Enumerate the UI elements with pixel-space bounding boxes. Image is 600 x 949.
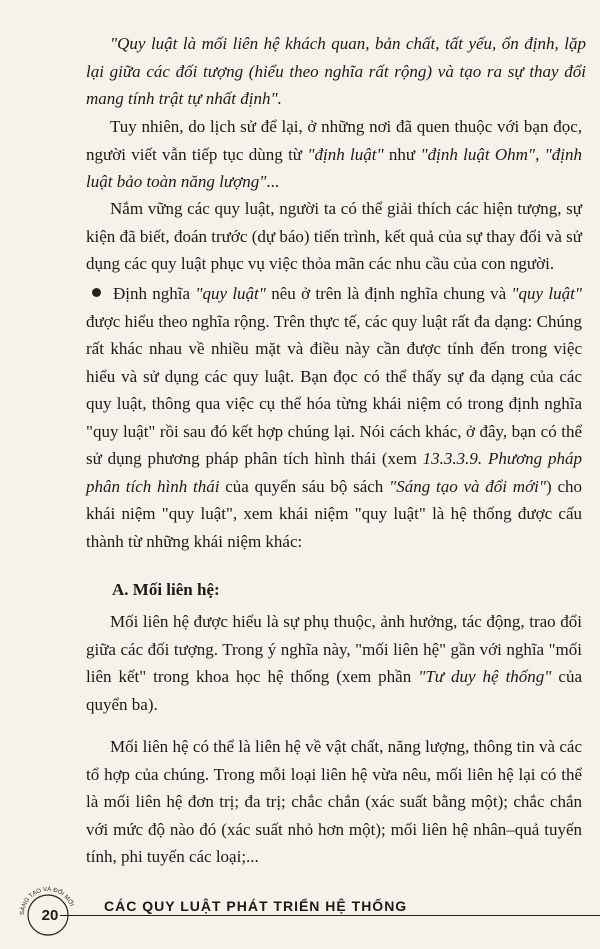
running-title: CÁC QUY LUẬT PHÁT TRIỂN HỆ THỐNG [104,898,408,914]
svg-text:SÁNG TẠO VÀ ĐỔI MỚI: SÁNG TẠO VÀ ĐỔI MỚI [19,886,75,916]
bullet-icon [92,288,101,297]
page-number: 20 [41,907,59,924]
paragraph-relation-types: Mối liên hệ có thể là liên hệ về vật chất, năng lượng, thông tin và các tổ hợp của chúng. Trong mỗi loại liên hệ vừa nêu, mối liên hệ lại có thể là mối liên hệ đơn trị; đa trị; chắc chắn (xác suất bằng một); chắc chắn với mức độ nào đó (xác suất nhỏ hơn một); mối liên hệ nhân–quả tuyến tính, phi tuyến các loại;... [86,737,582,866]
paragraph-definition-quote: "Quy luật là mối liên hệ khách quan, bản chất, tất yếu, ổn định, lặp lại giữa các đối tượng (hiểu theo nghĩa rất rộng) và tạo ra sự thay đổi mang tính trật tự nhất định". [86,34,586,108]
paragraph-diversity-of-laws: Định nghĩa "quy luật" nêu ở trên là định nghĩa chung và "quy luật" được hiểu theo nghĩa rộng. Trên thực tế, các quy luật rất đa dạng: Chúng rất khác nhau về nhiều mặt và điều này cần được tính đến trong việc hiểu và sử dụng các quy luật. Bạn đọc có thể thấy sự đa dạng của các quy luật, thông qua việc cụ thể hóa từng khái niệm có trong định nghĩa "quy luật" rồi sau đó kết hợp chúng lại. Nói cách khác, ở đây, bạn có thể sử dụng phương pháp phân tích hình thái (xem 13.3.3.9. Phương pháp phân tích hình thái của quyển sáu bộ sách "Sáng tạo và đổi mới") cho khái niệm "quy luật", xem khái niệm "quy luật" là hệ thống được cấu thành từ những khái niệm khác: [86,284,582,551]
footer-divider [60,915,600,916]
section-heading: A. Mối liên hệ: [112,580,220,599]
paragraph-mastering-laws: Nắm vững các quy luật, người ta có thể giải thích các hiện tượng, sự kiện đã biết, đoán trước (dự báo) tiến trình, kết quả của sự thay đổi và sử dụng các quy luật phục vụ việc thỏa mãn các nhu cầu của con người. [86,199,582,273]
paragraph-dinh-luat: Tuy nhiên, do lịch sử để lại, ở những nơi đã quen thuộc với bạn đọc, người viết vẫn tiếp tục dùng từ "định luật" như "định luật Ohm", "định luật bảo toàn năng lượng"... [86,117,582,191]
paragraph-relation-definition: Mối liên hệ được hiểu là sự phụ thuộc, ảnh hưởng, tác động, trao đổi giữa các đối tượng. Trong ý nghĩa này, "mối liên hệ" gần với nghĩa "mối liên kết" trong khoa học hệ thống (xem phần "Tư duy hệ thống" của quyển ba). [86,612,583,714]
